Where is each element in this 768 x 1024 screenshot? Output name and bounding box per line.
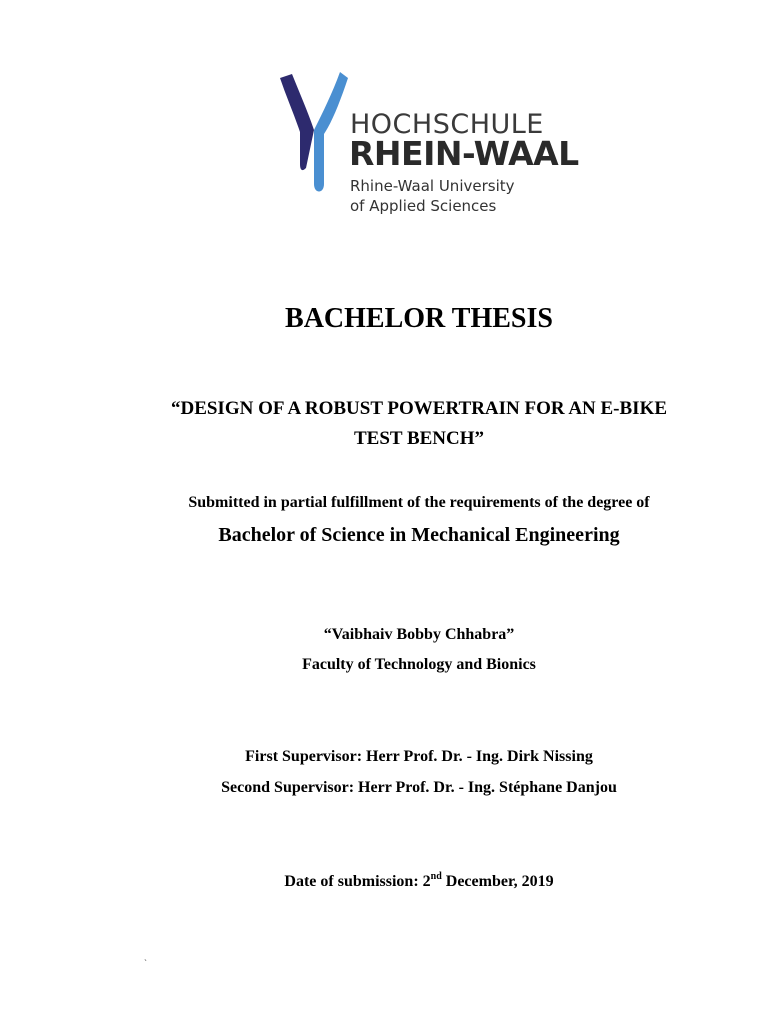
university-logo-mark-icon: [278, 72, 350, 196]
logo-applied-sciences: of Applied Sciences: [350, 197, 497, 215]
logo-dark-arm: [280, 74, 314, 170]
date-rest: December, 2019: [441, 873, 554, 890]
degree-name: Bachelor of Science in Mechanical Engineering: [218, 524, 620, 546]
logo-rhein-waal: RHEIN-WAAL: [349, 134, 579, 173]
logo-rhine-waal-university: Rhine-Waal University: [350, 177, 515, 195]
submission-statement: Submitted in partial fulfillment of the requirements of the degree of: [188, 494, 650, 511]
logo-hochschule: HOCHSCHULE: [350, 109, 544, 140]
stray-mark: `: [144, 958, 147, 968]
thesis-title: [0, 394, 768, 454]
logo-light-arm: [314, 72, 348, 192]
author-name: “Vaibhaiv Bobby Chhabra”: [323, 626, 515, 643]
date-ordinal-suffix: nd: [430, 871, 442, 882]
date-prefix: Date of submission: 2: [284, 873, 431, 890]
thesis-title-line1: “DESIGN OF A ROBUST POWERTRAIN FOR AN E-BIKE: [170, 398, 668, 419]
university-logo: [278, 72, 579, 215]
submission-date: [0, 871, 768, 893]
second-supervisor: Second Supervisor: Herr Prof. Dr. - Ing. Stéphane Danjou: [221, 779, 617, 796]
thesis-title-line2: TEST BENCH”: [353, 428, 485, 449]
thesis-type-title: BACHELOR THESIS: [285, 303, 553, 334]
first-supervisor: First Supervisor: Herr Prof. Dr. - Ing. Dirk Nissing: [245, 748, 593, 765]
faculty-name: Faculty of Technology and Bionics: [302, 656, 536, 673]
